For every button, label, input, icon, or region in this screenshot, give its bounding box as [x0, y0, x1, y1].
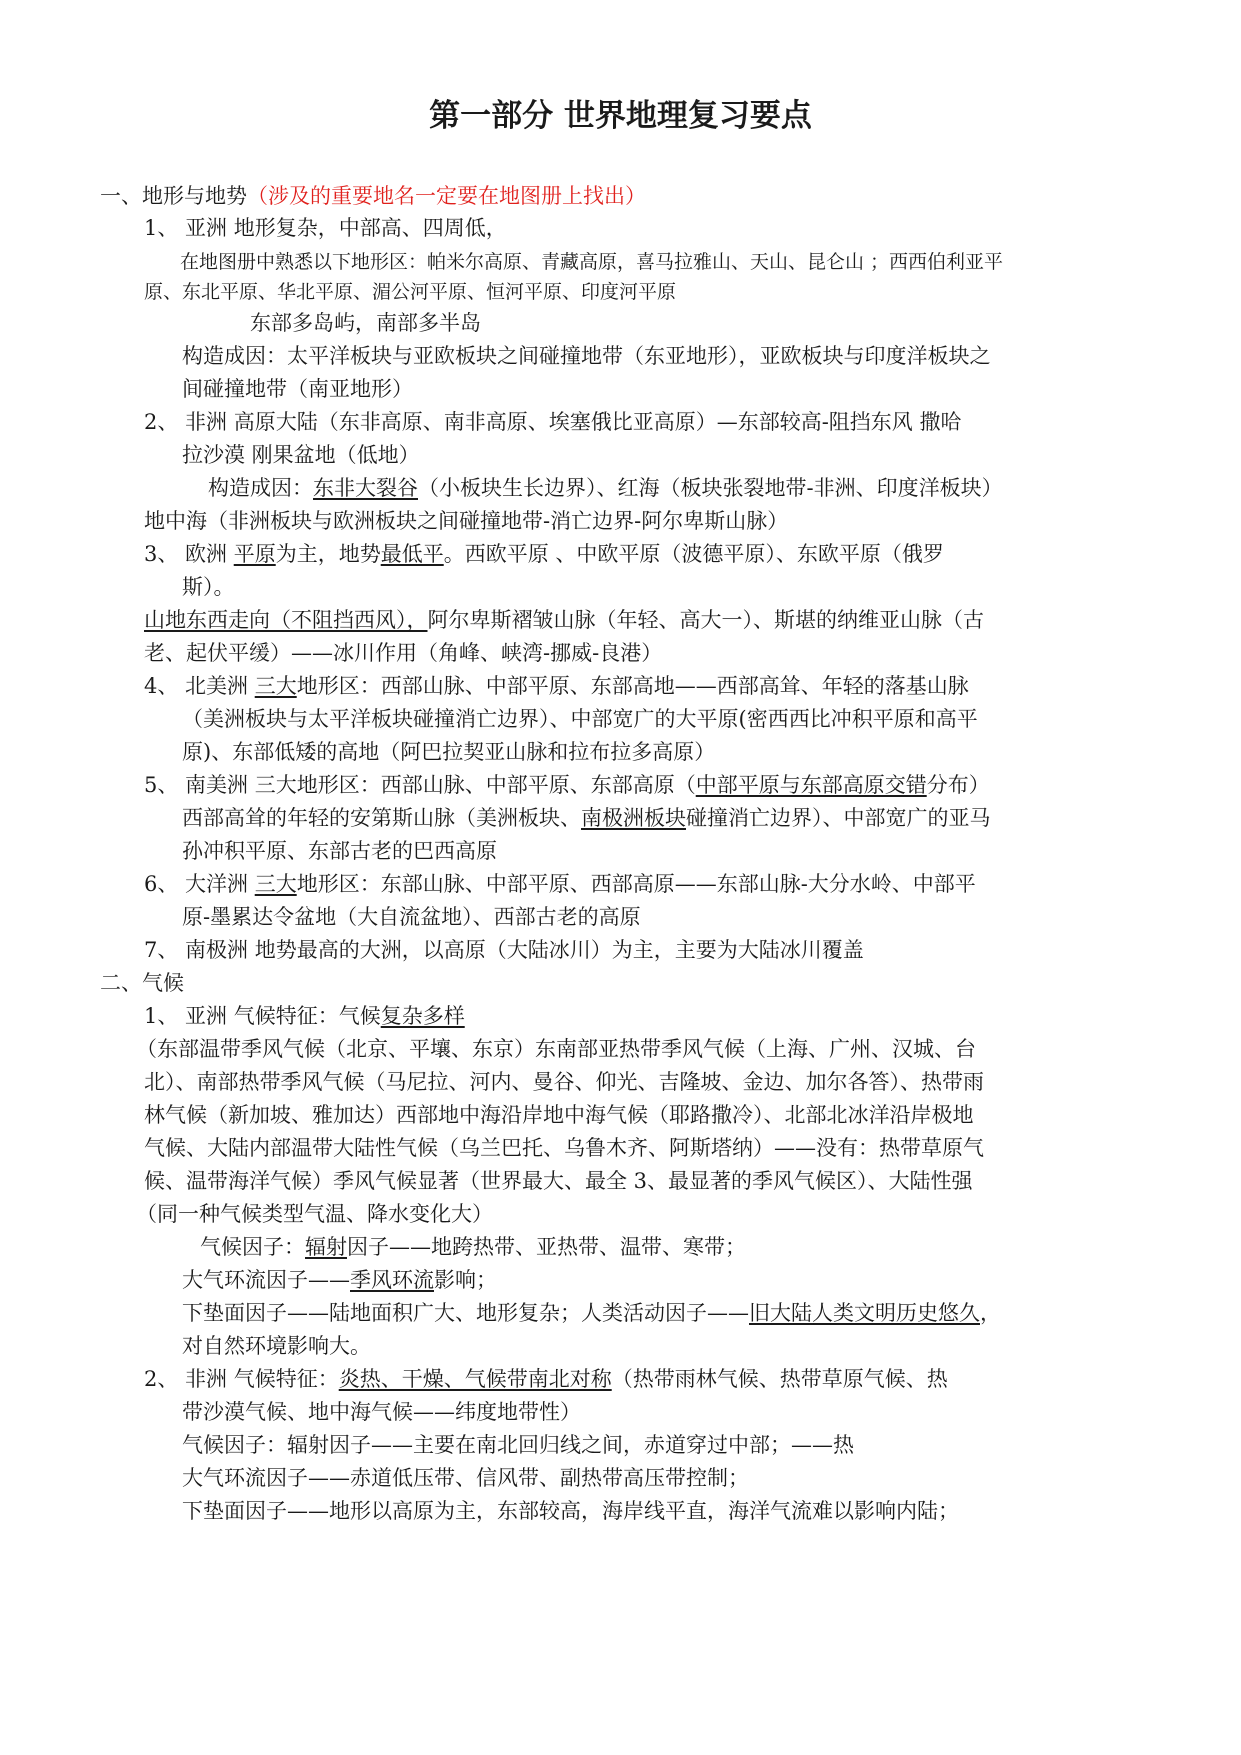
- underlined-term: 中部平原与东部高原交错: [695, 773, 927, 797]
- text-segment: 1、 亚洲 气候特征：气候: [144, 1004, 381, 1028]
- paragraph-line: [144, 606, 984, 634]
- text-segment: 3、 欧洲: [144, 542, 234, 566]
- text-segment: 气候、大陆内部温带大陆性气候（乌兰巴托、乌鲁木齐、阿斯塔纳）——没有：热带草原气: [144, 1136, 984, 1160]
- text-segment: 拉沙漠 刚果盆地（低地）: [182, 443, 420, 467]
- underlined-term: 三大: [254, 674, 297, 698]
- paragraph-line: [182, 1497, 959, 1525]
- paragraph-line: [182, 375, 413, 403]
- text-segment: 7、 南极洲 地势最高的大洲，以高原（大陆冰川）为主，主要为大陆冰川覆盖: [144, 938, 864, 962]
- paragraph-line: [144, 639, 662, 667]
- list-item-south-america-landform: [144, 771, 990, 799]
- page-title: 第一部分 世界地理复习要点: [429, 98, 812, 134]
- underlined-term: 复杂多样: [380, 1004, 465, 1028]
- list-item-asia-climate: [144, 1002, 465, 1030]
- paragraph-line: [182, 342, 991, 370]
- text-segment: 碰撞消亡边界）、中部宽广的亚马: [686, 806, 991, 830]
- text-segment: 为主，地势: [275, 542, 381, 566]
- list-item-north-america-landform: [144, 672, 969, 700]
- text-segment: 下垫面因子——陆地面积广大、地形复杂；人类活动因子——: [182, 1301, 749, 1325]
- text-segment: 4、 北美洲: [144, 674, 255, 698]
- text-segment: 构造成因：: [208, 476, 313, 500]
- text-segment: 下垫面因子——地形以高原为主，东部较高，海岸线平直，海洋气流难以影响内陆；: [182, 1499, 959, 1523]
- text-segment: 原-墨累达令盆地（大自流盆地）、西部古老的高原: [182, 905, 641, 929]
- list-item-europe-landform: [144, 540, 944, 568]
- underlined-term: 最低平: [380, 542, 444, 566]
- text-segment: 原、东北平原、华北平原、湄公河平原、恒河平原、印度河平原: [144, 281, 677, 303]
- text-segment: （美洲板块与太平洋板块碰撞消亡边界）、中部宽广的大平原(密西西比冲积平原和高平: [182, 707, 978, 731]
- text-segment: 一、地形与地势: [100, 184, 247, 208]
- text-segment: 候、温带海洋气候）季风气候显著（世界最大、最全 3、最显著的季风气候区）、大陆性强: [144, 1169, 973, 1193]
- text-segment: 林气候（新加坡、雅加达）西部地中海沿岸地中海气候（耶路撒冷）、北部北冰洋沿岸极地: [144, 1103, 974, 1127]
- text-segment: 斯）。: [182, 575, 235, 599]
- paragraph-line: [182, 1398, 581, 1426]
- paragraph-line: [182, 573, 235, 601]
- underlined-term: 三大: [254, 872, 297, 896]
- text-segment: 西部高耸的年轻的安第斯山脉（美洲板块、: [182, 806, 581, 830]
- text-segment: 大气环流因子——: [182, 1268, 350, 1292]
- text-segment: 地形区：西部山脉、中部平原、东部高地——西部高耸、年轻的落基山脉: [296, 674, 969, 698]
- text-segment: 1、 亚洲 地形复杂，中部高、四周低，: [144, 216, 507, 240]
- paragraph-line: [200, 1233, 746, 1261]
- text-segment: （小板块生长边界）、红海（板块张裂地带-非洲、印度洋板块）: [418, 476, 1003, 500]
- list-item-antarctica-landform: [144, 936, 864, 964]
- text-segment: 阿尔卑斯褶皱山脉（年轻、高大一）、斯堪的纳维亚山脉（古: [427, 608, 984, 632]
- paragraph-line: [180, 248, 1003, 276]
- underlined-term: 山地东西走向（不阻挡西风），: [144, 608, 428, 632]
- text-segment: 分布）: [926, 773, 990, 797]
- paragraph-line: [250, 309, 481, 337]
- text-segment: 北）、南部热带季风气候（马尼拉、河内、曼谷、仰光、吉隆坡、金边、加尔各答）、热带雨: [144, 1070, 984, 1094]
- paragraph-line: [182, 705, 978, 733]
- text-segment: 2、 非洲 高原大陆（东非高原、南非高原、埃塞俄比亚高原）—东部较高-阻挡东风 撒哈: [144, 410, 962, 434]
- paragraph-line: [144, 1134, 984, 1162]
- text-segment: 二、气候: [100, 971, 184, 995]
- text-segment: 气候因子：辐射因子——主要在南北回归线之间，赤道穿过中部；——热: [182, 1433, 854, 1457]
- text-segment: （热带雨林气候、热带草原气候、热: [611, 1367, 948, 1391]
- text-segment: （同一种气候类型气温、降水变化大）: [136, 1202, 493, 1226]
- text-segment: 影响；: [434, 1268, 497, 1292]
- text-segment: 6、 大洋洲: [144, 872, 255, 896]
- text-segment: 构造成因：太平洋板块与亚欧板块之间碰撞地带（东亚地形），亚欧板块与印度洋板块之: [182, 344, 991, 368]
- paragraph-line: [144, 278, 676, 306]
- paragraph-line: [144, 1101, 974, 1129]
- paragraph-line: [208, 474, 1003, 502]
- underlined-term: 平原: [233, 542, 276, 566]
- text-segment: 间碰撞地带（南亚地形）: [182, 377, 413, 401]
- list-item-africa-climate: [144, 1365, 948, 1393]
- list-item-asia-landform: [144, 214, 507, 242]
- paragraph-line: [182, 738, 715, 766]
- text-segment: 2、 非洲 气候特征：: [144, 1367, 339, 1391]
- paragraph-line: [136, 1035, 976, 1063]
- text-segment: 孙冲积平原、东部古老的巴西高原: [182, 839, 497, 863]
- text-segment: 带沙漠气候、地中海气候——纬度地带性）: [182, 1400, 581, 1424]
- text-segment: 东部多岛屿，南部多半岛: [250, 311, 481, 335]
- paragraph-line: [182, 1431, 854, 1459]
- section-heading-landform: [100, 182, 646, 210]
- text-segment: 在地图册中熟悉以下地形区：帕米尔高原、青藏高原，喜马拉雅山、天山、昆仑山 ；西西伯利亚平: [180, 251, 1004, 273]
- text-segment: 大气环流因子——赤道低压带、信风带、副热带高压带控制；: [182, 1466, 749, 1490]
- text-segment: 因子——地跨热带、亚热带、温带、寒带；: [347, 1235, 746, 1259]
- paragraph-line: [182, 903, 641, 931]
- text-segment: 老、起伏平缓）——冰川作用（角峰、峡湾-挪威-良港）: [144, 641, 663, 665]
- underlined-term: 东非大裂谷: [313, 476, 418, 500]
- text-segment: （东部温带季风气候（北京、平壤、东京）东南部亚热带季风气候（上海、广州、汉城、台: [136, 1037, 976, 1061]
- paragraph-line: [182, 837, 497, 865]
- paragraph-line: [182, 1464, 749, 1492]
- text-segment: 对自然环境影响大。: [182, 1334, 371, 1358]
- paragraph-line: [182, 1266, 497, 1294]
- paragraph-line: [144, 1167, 973, 1195]
- paragraph-line: [182, 1332, 371, 1360]
- underlined-term: 季风环流: [350, 1268, 434, 1292]
- highlight-note: （涉及的重要地名一定要在地图册上找出）: [247, 184, 646, 208]
- text-segment: ，: [980, 1301, 1001, 1325]
- text-segment: 地中海（非洲板块与欧洲板块之间碰撞地带-消亡边界-阿尔卑斯山脉）: [144, 509, 789, 533]
- text-segment: 5、 南美洲 三大地形区：西部山脉、中部平原、东部高原（: [144, 773, 696, 797]
- underlined-term: 旧大陆人类文明历史悠久: [749, 1301, 980, 1325]
- section-heading-climate: [100, 969, 184, 997]
- underlined-term: 南极洲板块: [581, 806, 686, 830]
- paragraph-line: [182, 804, 991, 832]
- list-item-oceania-landform: [144, 870, 976, 898]
- list-item-africa-landform: [144, 408, 961, 436]
- paragraph-line: [182, 1299, 1001, 1327]
- text-segment: 地形区：东部山脉、中部平原、西部高原——东部山脉-大分水岭、中部平: [296, 872, 976, 896]
- paragraph-line: [136, 1200, 493, 1228]
- text-segment: 。西欧平原 、中欧平原（波德平原）、东欧平原（俄罗: [443, 542, 944, 566]
- underlined-term: 炎热、干燥、气候带南北对称: [338, 1367, 612, 1391]
- paragraph-line: [144, 1068, 984, 1096]
- text-segment: 原)、东部低矮的高地（阿巴拉契亚山脉和拉布拉多高原）: [182, 740, 716, 764]
- paragraph-line: [182, 441, 420, 469]
- paragraph-line: [144, 507, 788, 535]
- text-segment: 气候因子：: [200, 1235, 305, 1259]
- underlined-term: 辐射: [305, 1235, 347, 1259]
